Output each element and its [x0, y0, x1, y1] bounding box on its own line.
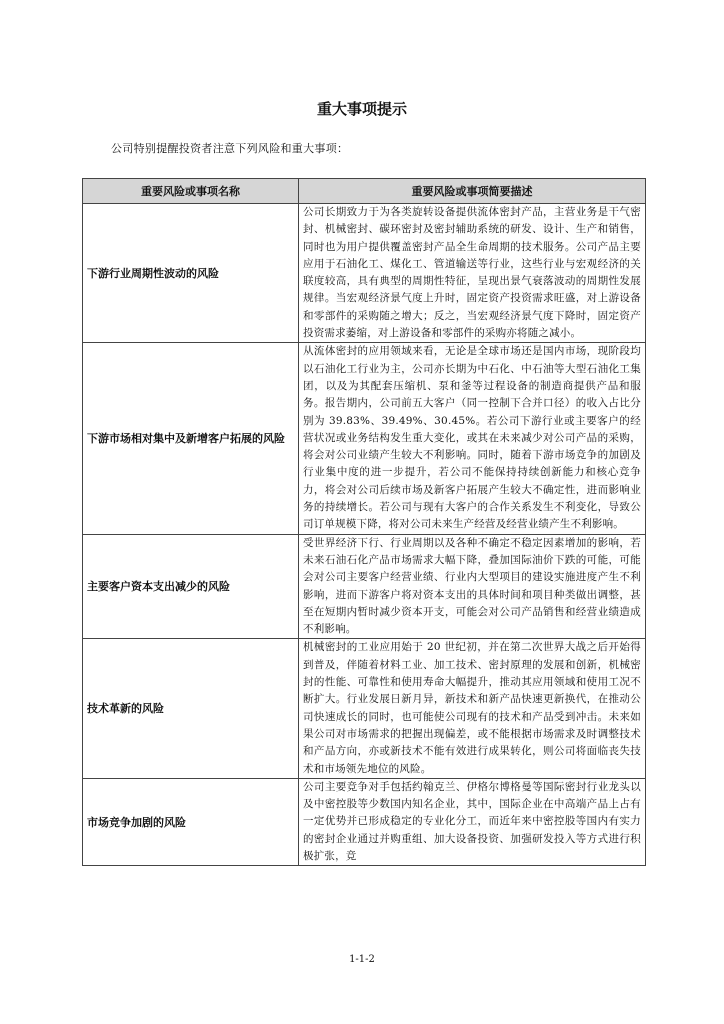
table-row: [83, 204, 646, 343]
risk-name: 下游行业周期性波动的风险: [83, 204, 299, 343]
header-risk-description: 重要风险或事项简要描述: [299, 179, 646, 204]
risk-name: 市场竞争加剧的风险: [83, 778, 299, 865]
table-row: [83, 343, 646, 534]
page-title: 重大事项提示: [316, 100, 407, 118]
risk-description: 机械密封的工业应用始于 20 世纪初，并在第二次世界大战之后开始得到普及，伴随着材料工业、加工技术、密封原理的发展和创新，机械密封的性能、可靠性和使用寿命大幅提升，推动其应用领域和使用工况不断扩大。行业发展日新月异，新技术和新产品快速更新换代，在推动公司快速成长的同时，也可能使公司现有的技术和产品受到冲击。未来如果公司对市场需求的把握出现偏差，或不能根据市场需求及时调整技术和产品方向，亦或新技术不能有效进行成果转化，则公司将面临丧失技术和市场领先地位的风险。: [299, 639, 646, 778]
table-row: [83, 534, 646, 639]
risk-description: 公司主要竞争对手包括约翰克兰、伊格尔博格曼等国际密封行业龙头以及中密控股等少数国内知名企业，其中，国际企业在中高端产品上占有一定优势并已形成稳定的专业化分工，而近年来中密控股等国内有实力的密封企业通过并购重组、加大设备投资、加强研发投入等方式进行积极扩张，竞: [299, 778, 646, 865]
table-header-row: [83, 179, 646, 204]
risk-description: 从流体密封的应用领域来看，无论是全球市场还是国内市场，现阶段均以石油化工行业为主，公司亦长期为中石化、中石油等大型石油化工集团，以及为其配套压缩机、泵和釜等过程设备的制造商提供产品和服务。报告期内，公司前五大客户（同一控制下合并口径）的收入占比分别为 39.83%、39.49%、30.45%。若公司下游行业或主要客户的经营状况或业务结构发生重大变化，或其在未来减少对公司产品的采购，将会对公司业绩产生较大不利影响。同时，随着下游市场竞争的加剧及行业集中度的进一步提升，若公司不能保持持续创新能力和核心竞争力，将会对公司后续市场及新客户拓展产生较大不确定性，进而影响业务的持续增长。若公司与现有大客户的合作关系发生不利变化，导致公司订单规模下降，将对公司未来生产经营及经营业绩产生不利影响。: [299, 343, 646, 534]
intro-text: 公司特别提醒投资者注意下列风险和重大事项：: [111, 142, 349, 155]
header-risk-name: 重要风险或事项名称: [83, 179, 299, 204]
risk-table: [82, 178, 646, 866]
risk-description: 公司长期致力于为各类旋转设备提供流体密封产品，主营业务是干气密封、机械密封、碳环密封及密封辅助系统的研发、设计、生产和销售，同时也为用户提供覆盖密封产品全生命周期的技术服务。公司产品主要应用于石油化工、煤化工、管道输送等行业，这些行业与宏观经济的关联度较高，具有典型的周期性特征，呈现出景气衰落波动的周期性发展规律。当宏观经济景气度上升时，固定资产投资需求旺盛，对上游设备和零部件的采购随之增大；反之，当宏观经济景气度下降时，固定资产投资需求萎缩，对上游设备和零部件的采购亦将随之减小。: [299, 204, 646, 343]
table-row: [83, 778, 646, 865]
risk-name: 下游市场相对集中及新增客户拓展的风险: [83, 343, 299, 534]
risk-description: 受世界经济下行、行业周期以及各种不确定不稳定因素增加的影响，若未来石油石化产品市场需求大幅下降，叠加国际油价下跌的可能，可能会对公司主要客户经营业绩、行业内大型项目的建设实施进度产生不利影响，进而下游客户将对资本支出的具体时间和项目种类做出调整，甚至在短期内暂时减少资本开支，可能会对公司产品销售和经营业绩造成不利影响。: [299, 534, 646, 639]
table-row: [83, 639, 646, 778]
risk-name: 主要客户资本支出减少的风险: [83, 534, 299, 639]
page-number: 1-1-2: [349, 954, 375, 965]
risk-name: 技术革新的风险: [83, 639, 299, 778]
